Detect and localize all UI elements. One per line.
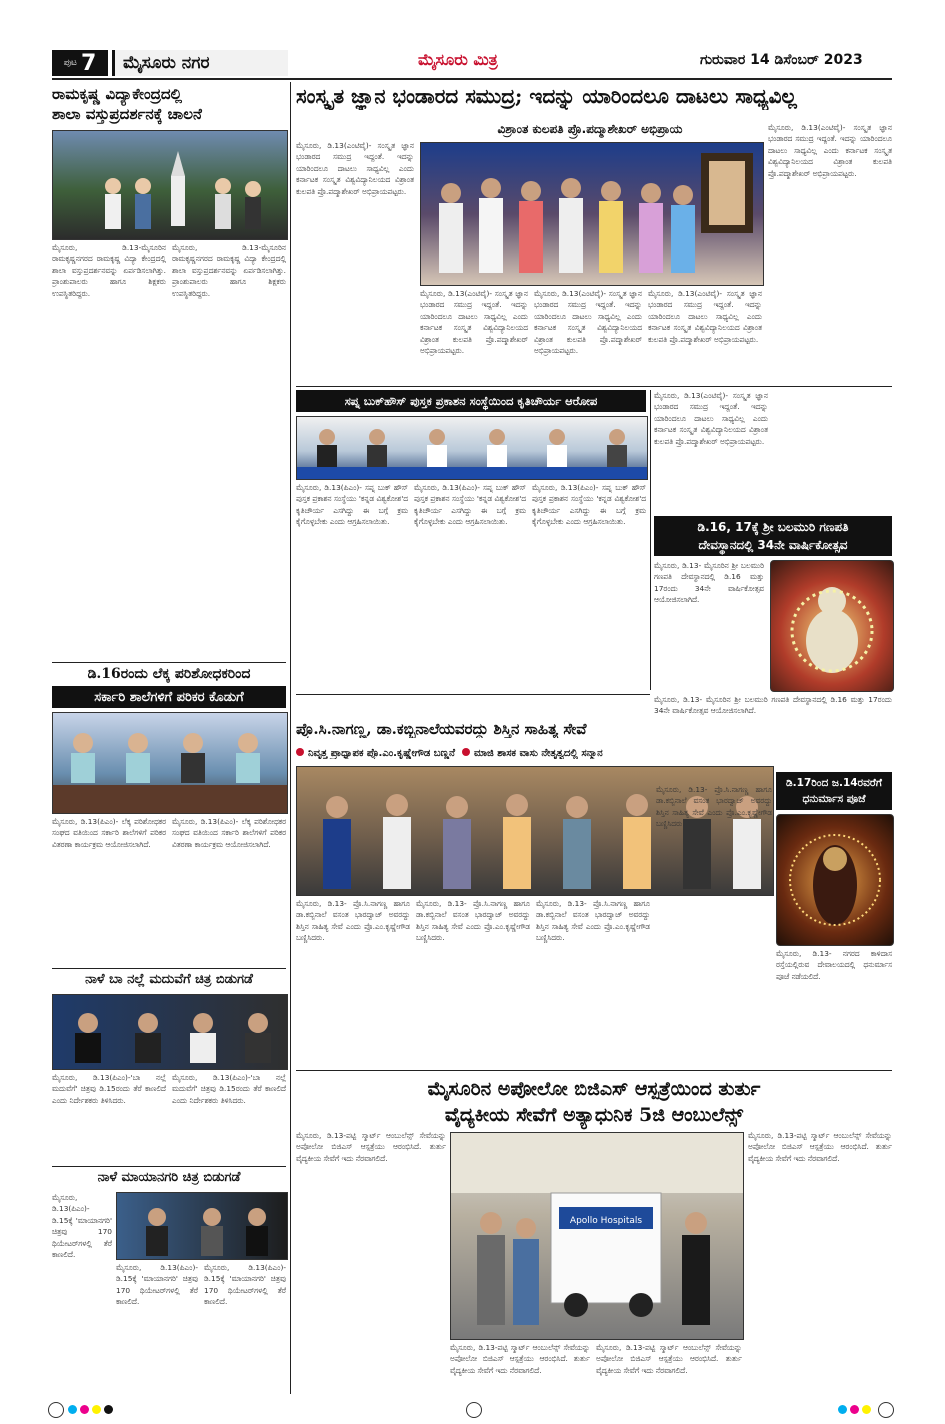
story-apollo-body-col2: ಮೈಸೂರು, ಡಿ.13-ಪಟ್ಟಿ ಸ್ಮಾರ್ಟ್ ಆಂಬುಲೆನ್ಸ್ ಸೇವೆಯನ್ನು ಅಪೋಲೋ ಬಿಜಿಎಸ್ ಆಸ್ಪತ್ರೆಯು ಆರಂಭಿಸಿದೆ. ತುರ್ತು ವೈದ್ಯಕೀಯ ಸೇವೆಗೆ ಇದು ನೆರವಾಗಲಿದೆ. [450,1343,590,1375]
headline-line: ಧನುರ್ಮಾಸ ಪೂಜೆ [802,793,866,805]
story-sanskrit-body-col2: ಮೈಸೂರು, ಡಿ.13(ಎಂಟಿವೈ)- ಸಂಸ್ಕೃತ ಜ್ಞಾನ ಭಂಡಾರದ ಸಮುದ್ರ ಇದ್ದಂತೆ. ಇದನ್ನು ಯಾರಿಂದಲೂ ದಾಟಲು ಸಾಧ್ಯವಿಲ್ಲ ಎಂದು ಕರ್ನಾಟಕ ಸಂಸ್ಕೃತ ವಿಶ್ವವಿದ್ಯಾನಿಲಯದ ವಿಶ್ರಾಂತ ಕುಲಪತಿ ಪ್ರೊ.ಪದ್ಮಾಶೇಖರ್ ಅಭಿಪ್ರಾಯಪಟ್ಟರು. [420,289,528,356]
story-apollo-body: ಮೈಸೂರು, ಡಿ.13-ಪಟ್ಟಿ ಸ್ಮಾರ್ಟ್ ಆಂಬುಲೆನ್ಸ್ ಸೇವೆಯನ್ನು ಅಪೋಲೋ ಬಿಜಿಎಸ್ ಆಸ್ಪತ್ರೆಯು ಆರಂಭಿಸಿದೆ. ತುರ್ತು ವೈದ್ಯಕೀಯ ಸೇವೆಗೆ ಇದು ನೆರವಾಗಲಿದೆ. [296,1131,446,1163]
story-auditor-headline-1: ಡಿ.16ರಂದು ಲೆಕ್ಕ ಪರಿಶೋಧಕರಿಂದ [87,666,251,682]
story-dhanurmasa-body: ಮೈಸೂರು, ಡಿ.13- ನಗರದ ಕಾಳಿದಾಸ ರಸ್ತೆಯಲ್ಲಿರುವ ದೇವಾಲಯದಲ್ಲಿ ಧನುರ್ಮಾಸ ಪೂಜೆ ನಡೆಯಲಿದೆ. [776,949,892,981]
press-meet-photo-icon [53,713,287,813]
page-number: 7 [80,50,97,76]
headline-line: ಶಾಲಾ ವಸ್ತುಪ್ರದರ್ಶನಕ್ಕೆ ಚಾಲನೆ [52,105,202,123]
story-nagannna-body-col4: ಮೈಸೂರು, ಡಿ.13- ಪ್ರೊ.ಸಿ.ನಾಗಣ್ಣ ಹಾಗೂ ಡಾ.ಕಬ್ಬಿನಾಲೆ ವಸಂತ ಭಾರದ್ವಾಜ್ ಅವರದ್ದು ಶಿಸ್ತಿನ ಸಾಹಿತ್ಯ ಸೇವೆ ಎಂದು ಪ್ರೊ.ಎಂ.ಕೃಷ್ಣೇಗೌಡ ಬಣ್ಣಿಸಿದರು. [656,785,772,829]
headline-line: ಮೈಸೂರಿನ ಅಪೋಲೋ ಬಿಜಿಎಸ್ ಆಸ್ಪತ್ರೆಯಿಂದ ತುರ್ತು [427,1078,761,1100]
film-team-photo-icon [53,995,287,1069]
story-sapna-headline: ಸಪ್ನ ಬುಕ್‌ಹೌಸ್ ಪುಸ್ತಕ ಪ್ರಕಾಶನ ಸಂಸ್ಥೆಯಿಂದ ಕೃತಿಚೌರ್ಯ ಆರೋಪ [296,390,646,412]
page-number-badge [52,50,108,76]
story-auditor-body-col2: ಮೈಸೂರು, ಡಿ.13(ಪಿಎಂ)- ಲೆಕ್ಕ ಪರಿಶೋಧಕರ ಸಂಘದ ವತಿಯಿಂದ ಸರ್ಕಾರಿ ಶಾಲೆಗಳಿಗೆ ಪರಿಕರ ವಿತರಣಾ ಕಾರ್ಯಕ್ರಮ ಆಯೋಜಿಸಲಾಗಿದೆ. [172,817,286,849]
story-ganapati-headline [654,516,892,556]
page-label: ಪುಟ [63,58,77,68]
ambulance-photo-icon [451,1133,743,1339]
story-film1-photo [52,994,288,1070]
subhead: ಮಾಜಿ ಶಾಸಕ ವಾಸು ನೇತೃತ್ವದಲ್ಲಿ ಸನ್ಮಾನ [473,748,603,759]
story-nagannna-body-col3: ಮೈಸೂರು, ಡಿ.13- ಪ್ರೊ.ಸಿ.ನಾಗಣ್ಣ ಹಾಗೂ ಡಾ.ಕಬ್ಬಿನಾಲೆ ವಸಂತ ಭಾರದ್ವಾಜ್ ಅವರದ್ದು ಶಿಸ್ತಿನ ಸಾಹಿತ್ಯ ಸೇವೆ ಎಂದು ಪ್ರೊ.ಎಂ.ಕೃಷ್ಣೇಗೌಡ ಬಣ್ಣಿಸಿದರು. [536,899,650,943]
story-ramakrishna-body-col2: ಮೈಸೂರು, ಡಿ.13-ಮೈಸೂರಿನ ರಾಮಕೃಷ್ಣನಗರದ ರಾಮಕೃಷ್ಣ ವಿದ್ಯಾ ಕೇಂದ್ರದಲ್ಲಿ ಶಾಲಾ ವಸ್ತುಪ್ರದರ್ಶನವನ್ನು ಏರ್ಪಡಿಸಲಾಗಿತ್ತು. ಪ್ರಾಂಶುಪಾಲರು ಹಾಗೂ ಶಿಕ್ಷಕರು ಉಪಸ್ಥಿತರಿದ್ದರು. [172,243,286,298]
story-nagannna-body: ಮೈಸೂರು, ಡಿ.13- ಪ್ರೊ.ಸಿ.ನಾಗಣ್ಣ ಹಾಗೂ ಡಾ.ಕಬ್ಬಿನಾಲೆ ವಸಂತ ಭಾರದ್ವಾಜ್ ಅವರದ್ದು ಶಿಸ್ತಿನ ಸಾಹಿತ್ಯ ಸೇವೆ ಎಂದು ಪ್ರೊ.ಎಂ.ಕೃಷ್ಣೇಗೌಡ ಬಣ್ಣಿಸಿದರು. [296,899,410,943]
story-film1-body-col2: ಮೈಸೂರು, ಡಿ.13(ಪಿಎಂ)-'ಬಾ ನಲ್ಲೆ ಮದುವೆಗೆ' ಚಿತ್ರವು ಡಿ.15ರಂದು ತೆರೆ ಕಾಣಲಿದೆ ಎಂದು ನಿರ್ದೇಶಕರು ತಿಳಿಸಿದರು. [172,1073,286,1105]
press-conference-photo-icon [297,417,647,479]
magenta-dot-icon [850,1405,859,1414]
column-divider [290,82,291,1394]
story-sanskrit-photo [420,142,764,286]
yellow-dot-icon [92,1405,101,1414]
divider [296,694,650,695]
subhead: ನಿವೃತ್ತ ಪ್ರಾಧ್ಯಾಪಕ ಪ್ರೊ.ಎಂ.ಕೃಷ್ಣೇಗೌಡ ಬಣ್ಣನೆ [308,748,455,759]
registration-mark-icon [48,1402,64,1418]
bullet-icon [296,748,304,756]
story-ramakrishna-body: ಮೈಸೂರು, ಡಿ.13-ಮೈಸೂರಿನ ರಾಮಕೃಷ್ಣನಗರದ ರಾಮಕೃಷ್ಣ ವಿದ್ಯಾ ಕೇಂದ್ರದಲ್ಲಿ ಶಾಲಾ ವಸ್ತುಪ್ರದರ್ಶನವನ್ನು ಏರ್ಪಡಿಸಲಾಗಿತ್ತು. ಪ್ರಾಂಶುಪಾಲರು ಹಾಗೂ ಶಿಕ್ಷಕರು ಉಪಸ್ಥಿತರಿದ್ದರು. [52,243,166,298]
headline-line: ರಾಮಕೃಷ್ಣ ವಿದ್ಯಾಕೇಂದ್ರದಲ್ಲಿ [52,85,182,103]
story-nagannna-subheads [296,748,772,759]
story-nagannna-headline: ಪ್ರೊ.ಸಿ.ನಾಗಣ್ಣ, ಡಾ.ಕಬ್ಬಿನಾಲೆಯವರದ್ದು ಶಿಸ್ತಿನ ಸಾಹಿತ್ಯ ಸೇವೆ [296,720,587,738]
story-sanskrit-body: ಮೈಸೂರು, ಡಿ.13(ಎಂಟಿವೈ)- ಸಂಸ್ಕೃತ ಜ್ಞಾನ ಭಂಡಾರದ ಸಮುದ್ರ ಇದ್ದಂತೆ. ಇದನ್ನು ಯಾರಿಂದಲೂ ದಾಟಲು ಸಾಧ್ಯವಿಲ್ಲ ಎಂದು ಕರ್ನಾಟಕ ಸಂಸ್ಕೃತ ವಿಶ್ವವಿದ್ಯಾನಿಲಯದ ವಿಶ್ರಾಂತ ಕುಲಪತಿ ಪ್ರೊ.ಪದ್ಮಾಶೇಖರ್ ಅಭಿಪ್ರಾಯಪಟ್ಟರು. [296,141,414,196]
divider [52,968,286,969]
divider [52,1166,286,1167]
deity-photo-icon [771,561,893,691]
story-ramakrishna-photo [52,130,288,240]
story-apollo-body-col4: ಮೈಸೂರು, ಡಿ.13-ಪಟ್ಟಿ ಸ್ಮಾರ್ಟ್ ಆಂಬುಲೆನ್ಸ್ ಸೇವೆಯನ್ನು ಅಪೋಲೋ ಬಿಜಿಎಸ್ ಆಸ್ಪತ್ರೆಯು ಆರಂಭಿಸಿದೆ. ತುರ್ತು ವೈದ್ಯಕೀಯ ಸೇವೆಗೆ ಇದು ನೆರವಾಗಲಿದೆ. [748,1131,892,1163]
story-auditor-body: ಮೈಸೂರು, ಡಿ.13(ಪಿಎಂ)- ಲೆಕ್ಕ ಪರಿಶೋಧಕರ ಸಂಘದ ವತಿಯಿಂದ ಸರ್ಕಾರಿ ಶಾಲೆಗಳಿಗೆ ಪರಿಕರ ವಿತರಣಾ ಕಾರ್ಯಕ್ರಮ ಆಯೋಜಿಸಲಾಗಿದೆ. [52,817,166,849]
story-ramakrishna-headline [52,84,284,124]
story-sanskrit-headline: ಸಂಸ್ಕೃತ ಜ್ಞಾನ ಭಂಡಾರದ ಸಮುದ್ರ; ಇದನ್ನು ಯಾರಿಂದಲೂ ದಾಟಲು ಸಾಧ್ಯವಿಲ್ಲ [296,84,797,108]
story-sapna-body-col2: ಮೈಸೂರು, ಡಿ.13(ಪಿಎಂ)- ಸಪ್ನ ಬುಕ್ ಹೌಸ್ ಪುಸ್ತಕ ಪ್ರಕಾಶನ ಸಂಸ್ಥೆಯು 'ಕನ್ನಡ ವಿಶ್ವಕೋಶ'ದ ಕೃತಿಚೌರ್ಯ ಎಸಗಿದ್ದು ಈ ಬಗ್ಗೆ ಕ್ರಮ ಕೈಗೊಳ್ಳಬೇಕು ಎಂದು ಆಗ್ರಹಿಸಲಾಯಿತು. [414,483,526,527]
story-film1-body: ಮೈಸೂರು, ಡಿ.13(ಪಿಎಂ)-'ಬಾ ನಲ್ಲೆ ಮದುವೆಗೆ' ಚಿತ್ರವು ಡಿ.15ರಂದು ತೆರೆ ಕಾಣಲಿದೆ ಎಂದು ನಿರ್ದೇಶಕರು ತಿಳಿಸಿದರು. [52,1073,166,1105]
story-sapna-photo [296,416,648,480]
story-film2-body-col3: ಮೈಸೂರು, ಡಿ.13(ಪಿಎಂ)- ಡಿ.15ಕ್ಕೆ 'ಮಾಯಾನಗರಿ' ಚಿತ್ರವು 170 ಥಿಯೇಟರ್‌ಗಳಲ್ಲಿ ತೆರೆ ಕಾಣಲಿದೆ. [204,1263,286,1307]
story-film2-headline: ನಾಳೆ ಮಾಯಾನಗರಿ ಚಿತ್ರ ಬಿಡುಗಡೆ [97,1170,241,1185]
story-sanskrit-body-col3: ಮೈಸೂರು, ಡಿ.13(ಎಂಟಿವೈ)- ಸಂಸ್ಕೃತ ಜ್ಞಾನ ಭಂಡಾರದ ಸಮುದ್ರ ಇದ್ದಂತೆ. ಇದನ್ನು ಯಾರಿಂದಲೂ ದಾಟಲು ಸಾಧ್ಯವಿಲ್ಲ ಎಂದು ಕರ್ನಾಟಕ ಸಂಸ್ಕೃತ ವಿಶ್ವವಿದ್ಯಾನಿಲಯದ ವಿಶ್ರಾಂತ ಕುಲಪತಿ ಪ್ರೊ.ಪದ್ಮಾಶೇಖರ್ ಅಭಿಪ್ರಾಯಪಟ್ಟರು. [534,289,642,356]
story-sapna-body-col3: ಮೈಸೂರು, ಡಿ.13(ಪಿಎಂ)- ಸಪ್ನ ಬುಕ್ ಹೌಸ್ ಪುಸ್ತಕ ಪ್ರಕಾಶನ ಸಂಸ್ಥೆಯು 'ಕನ್ನಡ ವಿಶ್ವಕೋಶ'ದ ಕೃತಿಚೌರ್ಯ ಎಸಗಿದ್ದು ಈ ಬಗ್ಗೆ ಕ್ರಮ ಕೈಗೊಳ್ಳಬೇಕು ಎಂದು ಆಗ್ರಹಿಸಲಾಯಿತು. [532,483,646,527]
story-film2-body-col2: ಮೈಸೂರು, ಡಿ.13(ಪಿಎಂ)- ಡಿ.15ಕ್ಕೆ 'ಮಾಯಾನಗರಿ' ಚಿತ್ರವು 170 ಥಿಯೇಟರ್‌ಗಳಲ್ಲಿ ತೆರೆ ಕಾಣಲಿದೆ. [116,1263,198,1307]
story-sanskrit-body-col4: ಮೈಸೂರು, ಡಿ.13(ಎಂಟಿವೈ)- ಸಂಸ್ಕೃತ ಜ್ಞಾನ ಭಂಡಾರದ ಸಮುದ್ರ ಇದ್ದಂತೆ. ಇದನ್ನು ಯಾರಿಂದಲೂ ದಾಟಲು ಸಾಧ್ಯವಿಲ್ಲ ಎಂದು ಕರ್ನಾಟಕ ಸಂಸ್ಕೃತ ವಿಶ್ವವಿದ್ಯಾನಿಲಯದ ವಿಶ್ರಾಂತ ಕುಲಪತಿ ಪ್ರೊ.ಪದ್ಮಾಶೇಖರ್ ಅಭಿಪ್ರಾಯಪಟ್ಟರು. [768,123,892,178]
yellow-dot-icon [862,1405,871,1414]
cyan-dot-icon [68,1405,77,1414]
black-dot-icon [104,1405,113,1414]
story-sanskrit-body-col3b: ಮೈಸೂರು, ಡಿ.13(ಎಂಟಿವೈ)- ಸಂಸ್ಕೃತ ಜ್ಞಾನ ಭಂಡಾರದ ಸಮುದ್ರ ಇದ್ದಂತೆ. ಇದನ್ನು ಯಾರಿಂದಲೂ ದಾಟಲು ಸಾಧ್ಯವಿಲ್ಲ ಎಂದು ಕರ್ನಾಟಕ ಸಂಸ್ಕೃತ ವಿಶ್ವವಿದ್ಯಾನಿಲಯದ ವಿಶ್ರಾಂತ ಕುಲಪತಿ ಪ್ರೊ.ಪದ್ಮಾಶೇಖರ್ ಅಭಿಪ್ರಾಯಪಟ್ಟರು. [648,289,762,344]
story-apollo-photo [450,1132,744,1340]
film-cast-photo-icon [117,1193,287,1259]
story-dhanurmasa-headline [776,772,892,810]
registration-mark-icon [466,1402,482,1418]
headline-line: ವೈದ್ಯಕೀಯ ಸೇವೆಗೆ ಅತ್ಯಾಧುನಿಕ 5ಜಿ ಆಂಬುಲೆನ್ಸ್ [444,1104,744,1126]
magenta-dot-icon [80,1405,89,1414]
divider [52,662,286,663]
cyan-dot-icon [838,1405,847,1414]
ambulance-label: Apollo Hospitals [569,1216,643,1226]
story-film2-body: ಮೈಸೂರು, ಡಿ.13(ಪಿಎಂ)- ಡಿ.15ಕ್ಕೆ 'ಮಾಯಾನಗರಿ' ಚಿತ್ರವು 170 ಥಿಯೇಟರ್‌ಗಳಲ್ಲಿ ತೆರೆ ಕಾಣಲಿದೆ. [52,1193,112,1260]
story-apollo-body-col3: ಮೈಸೂರು, ಡಿ.13-ಪಟ್ಟಿ ಸ್ಮಾರ್ಟ್ ಆಂಬುಲೆನ್ಸ್ ಸೇವೆಯನ್ನು ಅಪೋಲೋ ಬಿಜಿಎಸ್ ಆಸ್ಪತ್ರೆಯು ಆರಂಭಿಸಿದೆ. ತುರ್ತು ವೈದ್ಯಕೀಯ ಸೇವೆಗೆ ಇದು ನೆರವಾಗಲಿದೆ. [596,1343,742,1375]
story-sanskrit-subhead: ವಿಶ್ರಾಂತ ಕುಲಪತಿ ಪ್ರೊ.ಪದ್ಮಾಶೇಖರ್ ಅಭಿಪ್ರಾಯ [497,122,683,136]
headline-line: ಡಿ.16, 17ಕ್ಕೆ ಶ್ರೀ ಬಲಮುರಿ ಗಣಪತಿ [697,520,849,534]
divider [296,386,892,387]
newspaper-brand: ಮೈಸೂರು ಮಿತ್ರ [418,50,498,69]
exhibition-photo-icon [53,131,287,239]
story-auditor-photo [52,712,288,814]
story-ganapati-body: ಮೈಸೂರು, ಡಿ.13- ಮೈಸೂರಿನ ಶ್ರೀ ಬಲಮುರಿ ಗಣಪತಿ ದೇವಸ್ಥಾನದಲ್ಲಿ ಡಿ.16 ಮತ್ತು 17ರಂದು 34ನೇ ವಾರ್ಷಿಕೋತ್ಸವ ಆಯೋಜಿಸಲಾಗಿದೆ. [654,561,764,605]
ganapati-idol-photo [770,560,894,692]
story-film1-headline: ನಾಳೆ ಬಾ ನಲ್ಲೆ ಮದುವೆಗೆ ಚಿತ್ರ ಬಿಡುಗಡೆ [85,972,253,987]
ceremony-photo-icon [421,143,763,285]
column-divider [650,390,651,690]
story-auditor-headline-2: ಸರ್ಕಾರಿ ಶಾಲೆಗಳಿಗೆ ಪರಿಕರ ಕೊಡುಗೆ [52,686,286,708]
headline-line: ದೇವಸ್ಥಾನದಲ್ಲಿ 34ನೇ ವಾರ್ಷಿಕೋತ್ಸವ [698,538,848,552]
dhanurmasa-deity-photo [776,814,894,946]
divider [296,1070,892,1071]
registration-mark-icon [878,1402,894,1418]
story-sanskrit-continued: ಮೈಸೂರು, ಡಿ.13(ಎಂಟಿವೈ)- ಸಂಸ್ಕೃತ ಜ್ಞಾನ ಭಂಡಾರದ ಸಮುದ್ರ ಇದ್ದಂತೆ. ಇದನ್ನು ಯಾರಿಂದಲೂ ದಾಟಲು ಸಾಧ್ಯವಿಲ್ಲ ಎಂದು ಕರ್ನಾಟಕ ಸಂಸ್ಕೃತ ವಿಶ್ವವಿದ್ಯಾನಿಲಯದ ವಿಶ್ರಾಂತ ಕುಲಪತಿ ಪ್ರೊ.ಪದ್ಮಾಶೇಖರ್ ಅಭಿಪ್ರಾಯಪಟ್ಟರು. [654,391,768,446]
story-nagannna-body-col2: ಮೈಸೂರು, ಡಿ.13- ಪ್ರೊ.ಸಿ.ನಾಗಣ್ಣ ಹಾಗೂ ಡಾ.ಕಬ್ಬಿನಾಲೆ ವಸಂತ ಭಾರದ್ವಾಜ್ ಅವರದ್ದು ಶಿಸ್ತಿನ ಸಾಹಿತ್ಯ ಸೇವೆ ಎಂದು ಪ್ರೊ.ಎಂ.ಕೃಷ್ಣೇಗೌಡ ಬಣ್ಣಿಸಿದರು. [416,899,530,943]
story-ganapati-body-col2: ಮೈಸೂರು, ಡಿ.13- ಮೈಸೂರಿನ ಶ್ರೀ ಬಲಮುರಿ ಗಣಪತಿ ದೇವಸ್ಥಾನದಲ್ಲಿ ಡಿ.16 ಮತ್ತು 17ರಂದು 34ನೇ ವಾರ್ಷಿಕೋತ್ಸವ ಆಯೋಜಿಸಲಾಗಿದೆ. [654,695,892,716]
story-apollo-headline [296,1076,892,1128]
deity-photo-icon [777,815,893,945]
story-film2-photo [116,1192,288,1260]
bullet-icon [462,748,470,756]
section-title: ಮೈಸೂರು ನಗರ [112,50,288,76]
issue-date: ಗುರುವಾರ 14 ಡಿಸೆಂಬರ್ 2023 [700,52,863,68]
story-sapna-body: ಮೈಸೂರು, ಡಿ.13(ಪಿಎಂ)- ಸಪ್ನ ಬುಕ್ ಹೌಸ್ ಪುಸ್ತಕ ಪ್ರಕಾಶನ ಸಂಸ್ಥೆಯು 'ಕನ್ನಡ ವಿಶ್ವಕೋಶ'ದ ಕೃತಿಚೌರ್ಯ ಎಸಗಿದ್ದು ಈ ಬಗ್ಗೆ ಕ್ರಮ ಕೈಗೊಳ್ಳಬೇಕು ಎಂದು ಆಗ್ರಹಿಸಲಾಯಿತು. [296,483,408,527]
headline-line: ಡಿ.17ರಿಂದ ಜ.14ರವರೆಗೆ [786,777,882,789]
